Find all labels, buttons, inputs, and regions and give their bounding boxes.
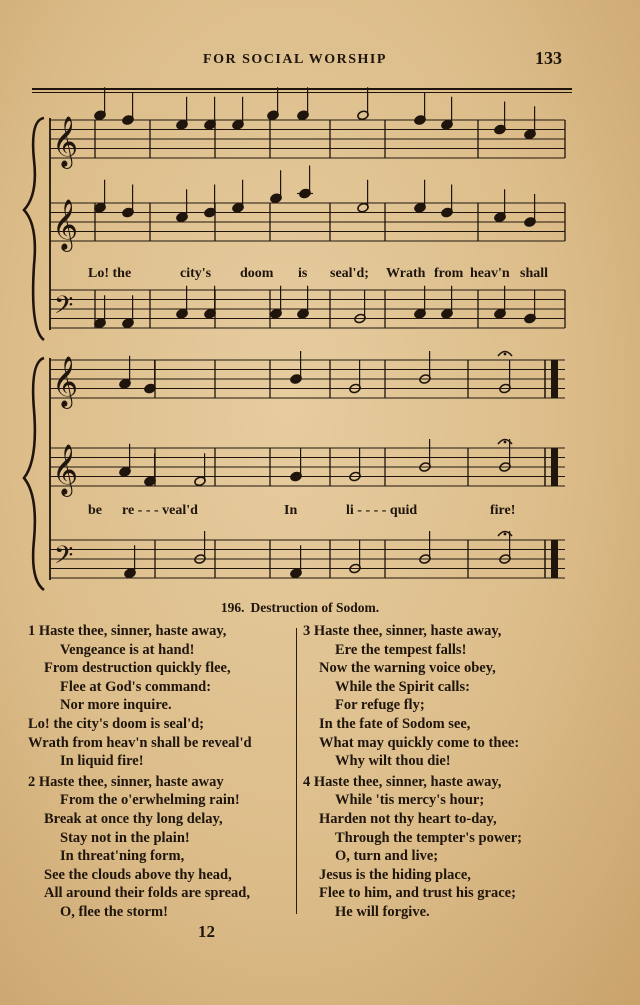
fermata-dot [504, 533, 507, 536]
verse-line: What may quickly come to thee: [319, 734, 520, 751]
verse-line: In liquid fire! [60, 753, 144, 770]
verse-line: Break at once thy long delay, [44, 810, 223, 827]
hymn-number: 196. [220, 600, 245, 615]
verse-line: All around their folds are spread, [44, 885, 250, 902]
hymn-name: Destruction of Sodom. [250, 600, 380, 615]
brace-2 [24, 358, 44, 590]
verse-line: Ere the tempest falls! [335, 641, 467, 658]
brace-1 [24, 118, 44, 340]
verse-line: Through the tempter's power; [335, 829, 523, 846]
verse-line: For refuge fly; [335, 697, 425, 714]
verse-line: O, flee the storm! [60, 903, 168, 920]
verse-column-left [28, 622, 252, 922]
treble-clef-icon: 𝄞 [52, 199, 79, 250]
verse-line: In the fate of Sodom see, [319, 715, 471, 732]
verse-line: Harden not thy heart to-day, [319, 810, 497, 827]
treble-clef-icon: 𝄞 [52, 356, 79, 407]
final-bar-thick [551, 360, 558, 398]
lyrics-system-1 [0, 266, 640, 286]
verse-line: In threat'ning form, [60, 848, 185, 865]
verse-line: Nor more inquire. [60, 697, 172, 714]
lyrics-system-2 [0, 503, 640, 523]
treble-clef-icon: 𝄞 [52, 116, 79, 167]
lyric-syllable: shall [520, 266, 549, 281]
verse-line: He will forgive. [335, 903, 430, 920]
final-bar-thick [551, 540, 558, 578]
fermata-dot [504, 353, 507, 356]
verse-line: See the clouds above thy head, [44, 866, 232, 883]
verse-line: 2 Haste thee, sinner, haste away [28, 773, 224, 790]
lyric-syllable: seal'd; [330, 266, 369, 281]
verse-line: 1 Haste thee, sinner, haste away, [28, 623, 227, 639]
lyric-syllable: In [284, 503, 298, 518]
fermata-dot [504, 441, 507, 444]
verse-line: While 'tis mercy's hour; [335, 792, 485, 809]
verse-line: From the o'erwhelming rain! [60, 792, 240, 809]
verse-line: Stay not in the plain! [60, 829, 190, 846]
lyric-syllable: be [88, 503, 102, 518]
verse-line: Lo! the city's doom is seal'd; [28, 715, 205, 732]
lyric-syllable: re - - - veal'd [122, 503, 198, 518]
treble-clef-icon: 𝄞 [52, 444, 79, 495]
verse-line: 4 Haste thee, sinner, haste away, [303, 773, 502, 790]
verse-line: From destruction quickly flee, [44, 660, 231, 677]
verse-line: Now the warning voice obey, [319, 660, 496, 677]
lyric-syllable: fire! [490, 503, 516, 518]
verse-column-right [303, 622, 522, 922]
lyric-syllable: from [434, 266, 464, 281]
column-divider [296, 628, 297, 914]
bass-clef-icon: 𝄢 [54, 291, 74, 326]
page-number: 133 [535, 48, 562, 68]
lyric-syllable: doom [240, 266, 274, 281]
hymn-title [0, 600, 600, 616]
verse-line: Flee to him, and trust his grace; [319, 885, 516, 902]
verse-line: Flee at God's command: [60, 678, 212, 695]
bass-clef-icon: 𝄢 [54, 541, 74, 576]
final-bar-thick [551, 448, 558, 486]
verse-line: Jesus is the hiding place, [319, 866, 471, 883]
lyric-syllable: is [298, 266, 308, 281]
running-header: FOR SOCIAL WORSHIP [203, 52, 387, 67]
lyric-syllable: Lo! the [88, 266, 132, 281]
verse-line: Why wilt thou die! [335, 753, 451, 770]
lyric-syllable: li - - - - quid [346, 503, 418, 518]
lyric-syllable: Wrath [386, 266, 426, 281]
verse-line: While the Spirit calls: [335, 678, 470, 695]
lyric-syllable: city's [180, 266, 212, 281]
lyric-syllable: heav'n [470, 266, 510, 281]
signature-mark: 12 [198, 922, 215, 941]
verse-line: Wrath from heav'n shall be reveal'd [28, 734, 252, 751]
verse-line: Vengeance is at hand! [60, 641, 195, 658]
verse-line: O, turn and live; [335, 848, 439, 865]
verse-line: 3 Haste thee, sinner, haste away, [303, 623, 502, 639]
